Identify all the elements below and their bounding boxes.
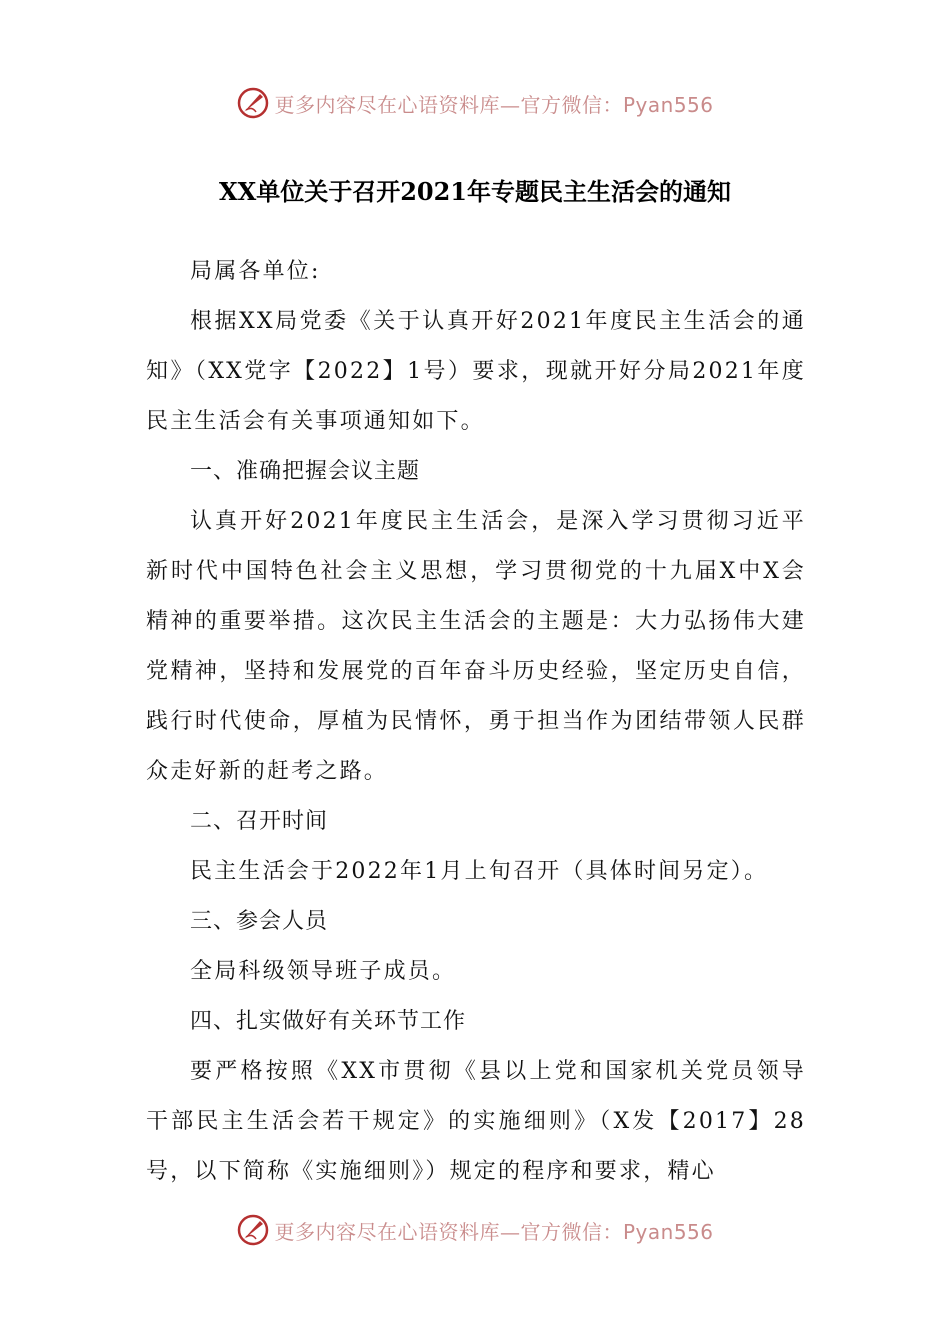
quill-logo-icon: [236, 86, 270, 120]
section-paragraph-3: 全局科级领导班子成员。: [190, 959, 457, 984]
section-paragraph-2: 民主生活会于2022年1月上旬召开（具体时间另定）。: [190, 859, 769, 884]
document-title: XX单位关于召开2021年专题民主生活会的通知: [218, 177, 732, 206]
watermark-text: 更多内容尽在心语资料库—官方微信：Pyan556: [274, 1219, 714, 1244]
quill-logo-icon: [236, 1213, 270, 1247]
section-paragraph-1: 认真开好2021年度民主生活会，是深入学习贯彻习近平新时代中国特色社会主义思想，学习贯彻党的十九届X中X会精神的重要举措。这次民主生活会的主题是：大力弘扬伟大建党精神，坚持和发展党的百年奋斗历史经验，坚定历史自信，践行时代使命，厚植为民情怀，勇于担当作为团结带领人民群众走好新的赶考之路。: [146, 509, 806, 784]
section-paragraph-4: 要严格按照《XX市贯彻《县以上党和国家机关党员领导干部民主生活会若干规定》的实施细则》（X发【2017】28号，以下简称《实施细则》）规定的程序和要求，精心: [146, 1059, 806, 1184]
document-body: [146, 247, 806, 1197]
watermark-text: 更多内容尽在心语资料库—官方微信：Pyan556: [274, 92, 714, 117]
section-heading-3: 三、参会人员: [190, 909, 329, 934]
section-heading-4: 四、扎实做好有关环节工作: [190, 1009, 467, 1034]
section-heading-2: 二、召开时间: [190, 809, 329, 834]
intro-paragraph: 根据XX局党委《关于认真开好2021年度民主生活会的通知》（XX党字【2022】1号）要求，现就开好分局2021年度民主生活会有关事项通知如下。: [146, 309, 806, 434]
watermark-header: [0, 83, 950, 123]
salutation: 局属各单位:: [190, 259, 321, 284]
section-heading-1: 一、准确把握会议主题: [190, 459, 421, 484]
watermark-footer: [0, 1210, 950, 1250]
